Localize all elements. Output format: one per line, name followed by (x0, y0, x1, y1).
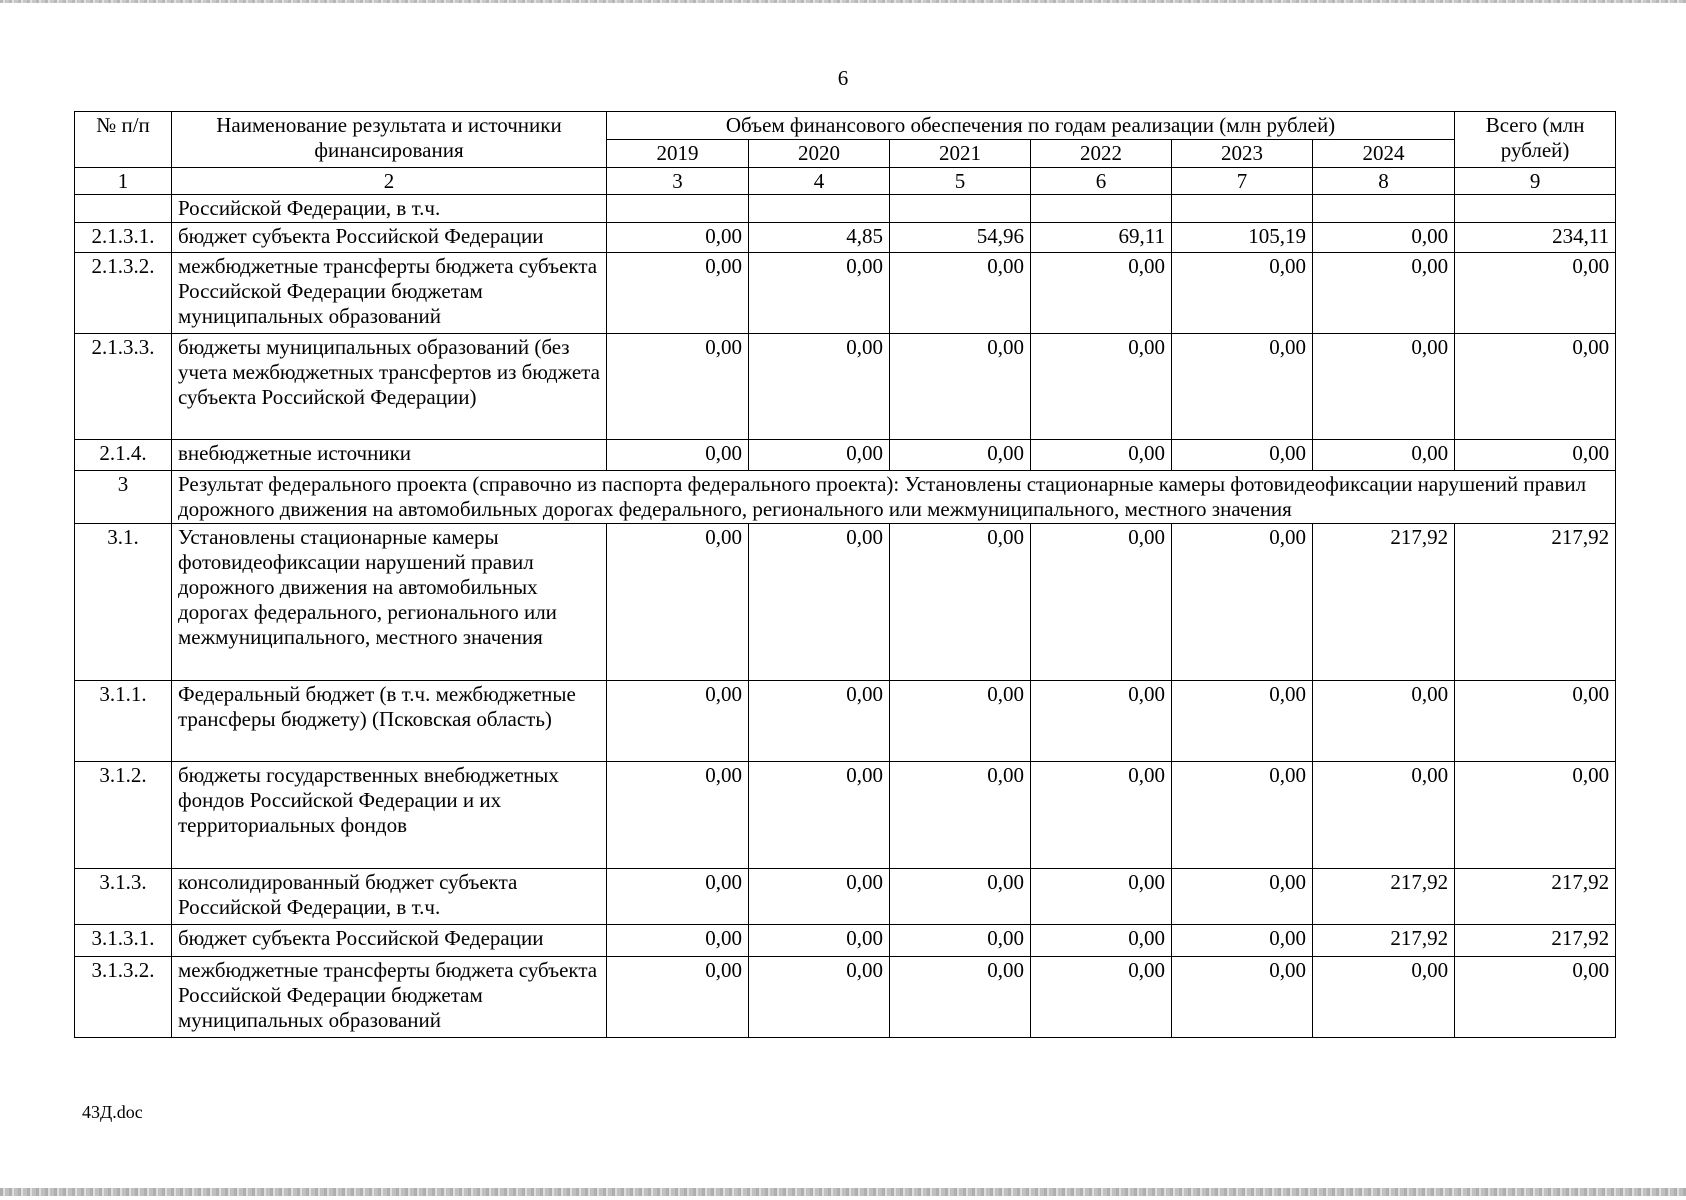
row-total: 0,00 (1455, 681, 1616, 762)
row-name: бюджеты муниципальных образований (без учета межбюджетных трансфертов из бюджета субъекта Российской Федерации) (172, 334, 607, 440)
row-value: 0,00 (890, 925, 1031, 957)
row-value: 217,92 (1313, 524, 1455, 681)
row-total: 0,00 (1455, 957, 1616, 1038)
row-total: 0,00 (1455, 334, 1616, 440)
table-row (75, 925, 1616, 957)
row-value: 0,00 (607, 762, 749, 869)
row-number: 3 (75, 471, 172, 524)
row-value: 0,00 (1031, 762, 1172, 869)
row-number: 2.1.3.3. (75, 334, 172, 440)
row-value: 0,00 (1313, 440, 1455, 471)
row-value (1172, 195, 1313, 223)
row-total (1455, 195, 1616, 223)
row-total: 217,92 (1455, 869, 1616, 925)
row-name: бюджеты государственных внебюджетных фондов Российской Федерации и их территориальных фондов (172, 762, 607, 869)
table-row (75, 195, 1616, 223)
footer-filename: 43Д.doc (82, 1102, 143, 1122)
year-header: 2020 (749, 140, 890, 168)
header-row (75, 112, 1616, 140)
row-value: 0,00 (1313, 223, 1455, 253)
row-value: 0,00 (890, 524, 1031, 681)
row-value: 0,00 (1172, 957, 1313, 1038)
row-value (749, 195, 890, 223)
row-value (1031, 195, 1172, 223)
table-row (75, 223, 1616, 253)
row-value: 0,00 (749, 762, 890, 869)
table-row (75, 440, 1616, 471)
scan-edge-top (0, 0, 1686, 3)
row-value: 0,00 (749, 440, 890, 471)
row-total: 0,00 (1455, 253, 1616, 334)
table-row (75, 524, 1616, 681)
row-number: 3.1.2. (75, 762, 172, 869)
row-value: 0,00 (890, 957, 1031, 1038)
column-number: 6 (1031, 168, 1172, 195)
year-header: 2021 (890, 140, 1031, 168)
row-value: 217,92 (1313, 869, 1455, 925)
row-number: 3.1.3. (75, 869, 172, 925)
row-value: 0,00 (1031, 681, 1172, 762)
row-value: 0,00 (1031, 925, 1172, 957)
table-body-section2 (75, 195, 1616, 471)
row-number: 2.1.3.2. (75, 253, 172, 334)
column-number: 2 (172, 168, 607, 195)
row-name: Установлены стационарные камеры фотовидеофиксации нарушений правил дорожного движения на автомобильных дорогах федерального, регионального или межмуниципального, местного значения (172, 524, 607, 681)
table-body-section3 (75, 524, 1616, 1038)
col-volume-header: Объем финансового обеспечения по годам реализации (млн рублей) (607, 112, 1455, 140)
table-row (75, 869, 1616, 925)
row-value: 0,00 (1172, 681, 1313, 762)
row-value: 0,00 (607, 925, 749, 957)
section-title: Результат федерального проекта (справочно из паспорта федерального проекта): Установлены стационарные камеры фотовидеофиксации нарушений правил дорожного движения на автомобильных дорогах федерального, регионального или межмуниципального, местного значения (172, 471, 1616, 524)
column-number: 8 (1313, 168, 1455, 195)
row-value: 0,00 (607, 524, 749, 681)
row-value: 0,00 (607, 253, 749, 334)
table-body-section3-header (75, 471, 1616, 524)
row-value: 217,92 (1313, 925, 1455, 957)
row-value: 0,00 (607, 681, 749, 762)
section-row (75, 471, 1616, 524)
column-number: 4 (749, 168, 890, 195)
table-row (75, 681, 1616, 762)
row-number (75, 195, 172, 223)
row-number: 3.1.3.2. (75, 957, 172, 1038)
row-name: межбюджетные трансферты бюджета субъекта Российской Федерации бюджетам муниципальных образований (172, 253, 607, 334)
table-row (75, 253, 1616, 334)
financing-table (74, 111, 1616, 1038)
row-value: 0,00 (1031, 440, 1172, 471)
row-value (890, 195, 1031, 223)
row-value: 0,00 (1031, 253, 1172, 334)
row-value: 0,00 (607, 223, 749, 253)
column-number: 5 (890, 168, 1031, 195)
year-header: 2024 (1313, 140, 1455, 168)
row-name: Российской Федерации, в т.ч. (172, 195, 607, 223)
year-header: 2023 (1172, 140, 1313, 168)
row-value: 0,00 (1313, 681, 1455, 762)
row-value: 0,00 (1313, 334, 1455, 440)
year-header: 2019 (607, 140, 749, 168)
column-number-row (75, 168, 1616, 195)
row-number: 3.1. (75, 524, 172, 681)
row-number: 2.1.3.1. (75, 223, 172, 253)
row-value: 0,00 (1031, 869, 1172, 925)
row-number: 3.1.1. (75, 681, 172, 762)
row-number: 3.1.3.1. (75, 925, 172, 957)
row-total: 217,92 (1455, 524, 1616, 681)
row-value: 0,00 (890, 762, 1031, 869)
row-value: 0,00 (1172, 524, 1313, 681)
row-value: 0,00 (890, 440, 1031, 471)
row-name: внебюджетные источники (172, 440, 607, 471)
row-value: 0,00 (1313, 957, 1455, 1038)
column-number: 9 (1455, 168, 1616, 195)
row-value: 0,00 (607, 440, 749, 471)
row-total: 234,11 (1455, 223, 1616, 253)
col-name-header: Наименование результата и источники финансирования (172, 112, 607, 168)
row-value: 0,00 (749, 253, 890, 334)
row-name: бюджет субъекта Российской Федерации (172, 925, 607, 957)
row-name: Федеральный бюджет (в т.ч. межбюджетные трансферы бюджету) (Псковская область) (172, 681, 607, 762)
row-value: 54,96 (890, 223, 1031, 253)
row-value: 0,00 (1172, 925, 1313, 957)
row-value: 0,00 (749, 681, 890, 762)
row-value: 0,00 (1031, 524, 1172, 681)
row-value: 0,00 (890, 253, 1031, 334)
page-number: 6 (837, 66, 849, 90)
row-name: межбюджетные трансферты бюджета субъекта Российской Федерации бюджетам муниципальных образований (172, 957, 607, 1038)
column-number: 1 (75, 168, 172, 195)
row-value (607, 195, 749, 223)
row-value (1313, 195, 1455, 223)
year-header: 2022 (1031, 140, 1172, 168)
row-value: 0,00 (890, 869, 1031, 925)
row-value: 0,00 (1172, 334, 1313, 440)
row-value: 0,00 (607, 957, 749, 1038)
row-value: 0,00 (1313, 253, 1455, 334)
row-total: 0,00 (1455, 762, 1616, 869)
row-value: 0,00 (607, 334, 749, 440)
row-value: 69,11 (1031, 223, 1172, 253)
row-value: 0,00 (1172, 762, 1313, 869)
table-row (75, 957, 1616, 1038)
row-value: 0,00 (1172, 869, 1313, 925)
row-value: 0,00 (1172, 440, 1313, 471)
row-value: 0,00 (607, 869, 749, 925)
row-total: 0,00 (1455, 440, 1616, 471)
row-value: 0,00 (1313, 762, 1455, 869)
row-value: 0,00 (749, 925, 890, 957)
row-number: 2.1.4. (75, 440, 172, 471)
table-row (75, 762, 1616, 869)
row-value: 0,00 (1172, 253, 1313, 334)
row-value: 0,00 (890, 681, 1031, 762)
table-row (75, 334, 1616, 440)
row-value: 0,00 (749, 524, 890, 681)
row-value: 0,00 (890, 334, 1031, 440)
column-number: 3 (607, 168, 749, 195)
row-value: 0,00 (1031, 957, 1172, 1038)
row-value: 0,00 (749, 334, 890, 440)
row-value: 0,00 (749, 957, 890, 1038)
row-total: 217,92 (1455, 925, 1616, 957)
scan-edge-bottom (0, 1188, 1686, 1196)
row-value: 0,00 (1031, 334, 1172, 440)
row-value: 0,00 (749, 869, 890, 925)
row-value: 105,19 (1172, 223, 1313, 253)
col-total-header: Всего (млн рублей) (1455, 112, 1616, 168)
col-num-header: № п/п (75, 112, 172, 168)
row-value: 4,85 (749, 223, 890, 253)
row-name: консолидированный бюджет субъекта Российской Федерации, в т.ч. (172, 869, 607, 925)
column-number: 7 (1172, 168, 1313, 195)
row-name: бюджет субъекта Российской Федерации (172, 223, 607, 253)
